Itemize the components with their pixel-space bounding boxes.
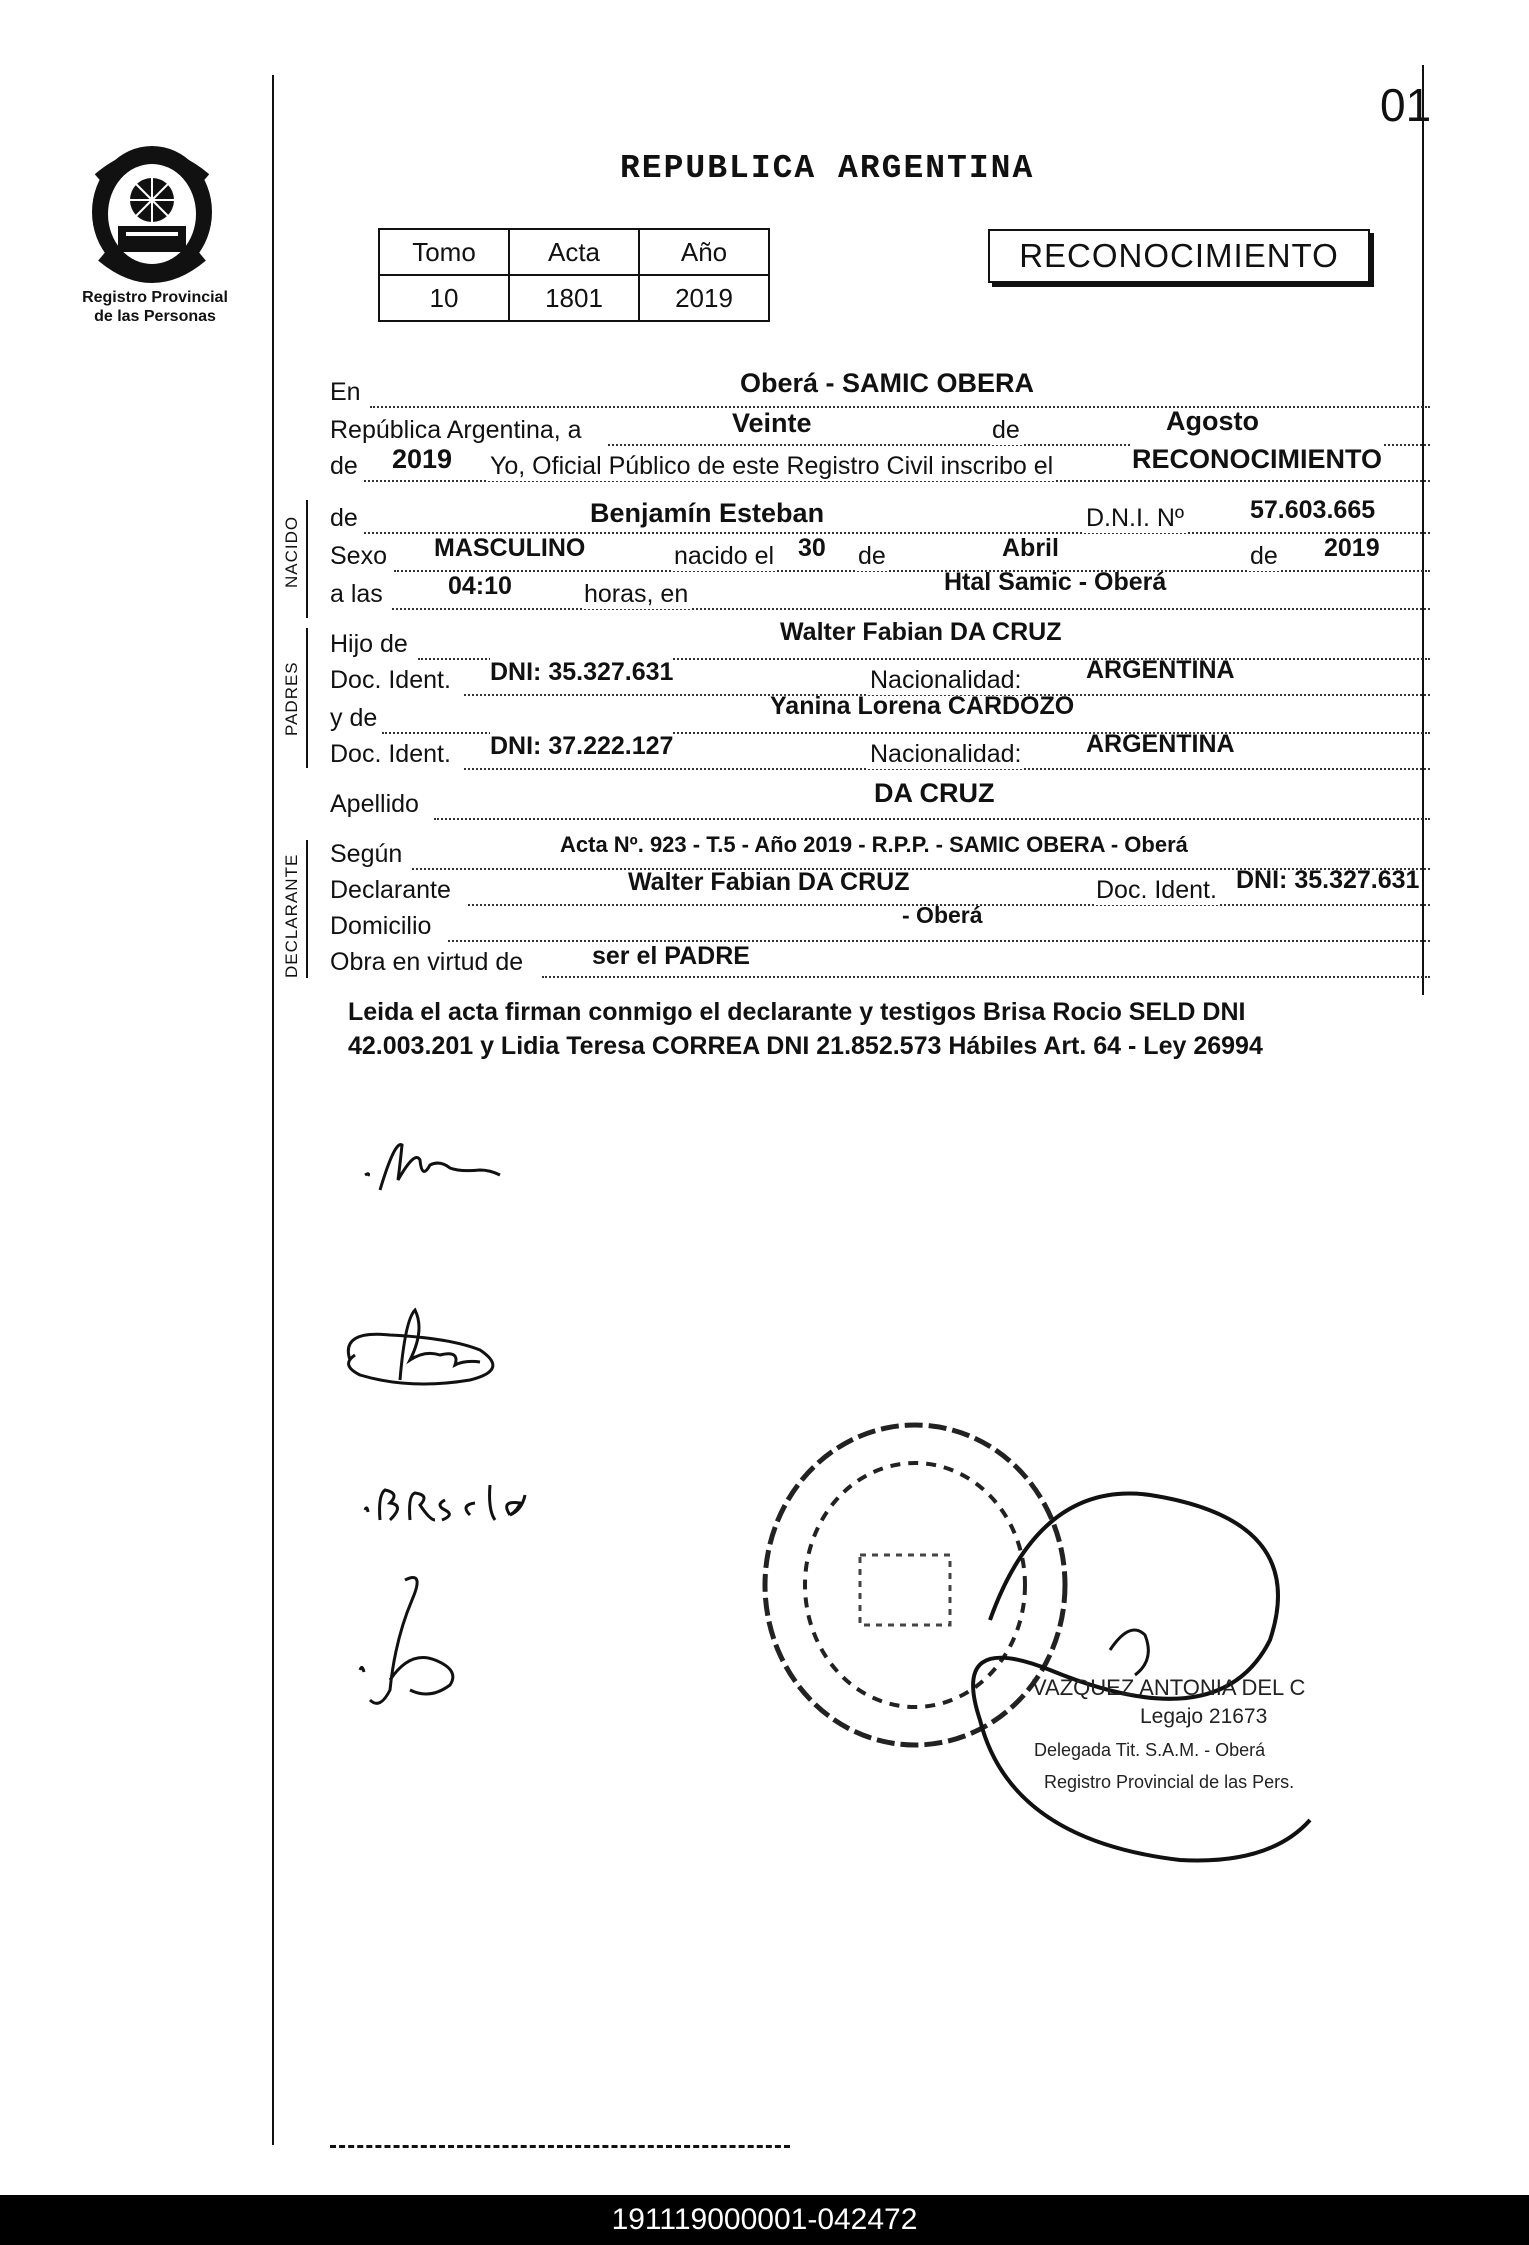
value-father-name: Walter Fabian DA CRUZ	[780, 618, 1062, 646]
signature-declarante-icon	[340, 1120, 530, 1210]
label-republica: República Argentina, a	[330, 416, 582, 444]
label-en: En	[330, 378, 361, 406]
value-declarante: Walter Fabian DA CRUZ	[628, 868, 910, 896]
label-nacido-el: nacido el	[674, 542, 775, 570]
row-year	[330, 444, 1430, 488]
value-birth-place: Htal Samic - Oberá	[944, 568, 1167, 596]
value-mother-doc: DNI: 37.222.127	[490, 732, 674, 760]
table-cell: 1801	[509, 275, 639, 321]
table-header: Año	[639, 229, 769, 275]
label-horas-en: horas, en	[584, 580, 689, 608]
row-hora	[330, 568, 1430, 616]
label-de: de	[992, 416, 1020, 444]
label-apellido: Apellido	[330, 790, 419, 818]
value-mother-name: Yanina Lorena CARDOZO	[770, 692, 1075, 720]
act-type-box: RECONOCIMIENTO	[988, 229, 1370, 283]
table-header: Acta	[509, 229, 639, 275]
row-mother-doc	[330, 730, 1430, 776]
signature-brisa-seld-icon	[350, 1465, 540, 1545]
value-father-nationality: ARGENTINA	[1086, 656, 1235, 684]
value-hour: 04:10	[448, 572, 512, 600]
barcode-footer: 191119000001-042472	[0, 2195, 1529, 2245]
bottom-dash-line	[330, 2145, 790, 2148]
label-inscribo: Yo, Oficial Público de este Registro Civil inscribo el	[490, 452, 1054, 480]
value-mother-nationality: ARGENTINA	[1086, 730, 1235, 758]
label-doc-ident-2: Doc. Ident.	[330, 740, 451, 768]
value-father-doc: DNI: 35.327.631	[490, 658, 674, 686]
value-child-name: Benjamín Esteban	[590, 498, 825, 528]
row-obra	[330, 942, 1430, 984]
signature-oficial-icon	[330, 1290, 530, 1400]
stamp-line-registro: Registro Provincial de las Pers.	[1044, 1772, 1295, 1792]
nacido-bracket	[306, 500, 308, 618]
table-cell: 10	[379, 275, 509, 321]
official-stamp-icon	[750, 1420, 1450, 1900]
value-apellido: DA CRUZ	[874, 778, 995, 808]
label-de-birth-year: de	[1250, 542, 1278, 570]
row-declarante	[330, 866, 1430, 912]
label-doc-ident: Doc. Ident.	[330, 666, 451, 694]
stamp-line-delegada: Delegada Tit. S.A.M. - Oberá	[1034, 1740, 1266, 1760]
side-label-declarante: DECLARANTE	[282, 853, 301, 978]
signature-lidia-correa-icon	[350, 1560, 500, 1720]
value-month: Agosto	[1166, 406, 1259, 436]
value-declarante-doc: DNI: 35.327.631	[1236, 866, 1420, 894]
page-number: 01	[1380, 79, 1432, 131]
label-dni: D.N.I. Nº	[1086, 504, 1185, 532]
value-segun: Acta Nº. 923 - T.5 - Año 2019 - R.P.P. - SAMIC OBERA - Oberá	[560, 832, 1188, 857]
value-obra: ser el PADRE	[592, 942, 750, 970]
value-place: Oberá - SAMIC OBERA	[740, 368, 1035, 398]
provincia-misiones-seal-icon	[78, 138, 226, 286]
table-cell: 2019	[639, 275, 769, 321]
value-birth-year: 2019	[1324, 534, 1380, 562]
tomo-acta-ano-table	[378, 228, 770, 322]
label-domicilio: Domicilio	[330, 912, 432, 940]
row-apellido	[330, 778, 1430, 826]
document-title: REPUBLICA ARGENTINA	[620, 150, 1035, 187]
row-en	[330, 368, 1430, 414]
label-doc-ident-3: Doc. Ident.	[1096, 876, 1217, 904]
label-segun: Según	[330, 840, 403, 868]
label-nacionalidad-2: Nacionalidad:	[870, 740, 1022, 768]
label-declarante: Declarante	[330, 876, 451, 904]
value-birth-day: 30	[798, 534, 826, 562]
label-obra: Obra en virtud de	[330, 948, 524, 976]
value-domicilio: - Oberá	[902, 902, 983, 928]
value-act-type: RECONOCIMIENTO	[1132, 444, 1383, 474]
value-birth-month: Abril	[1002, 534, 1059, 562]
stamp-line-name: VAZQUEZ ANTONIA DEL C	[1032, 1675, 1306, 1700]
side-label-padres: PADRES	[282, 661, 301, 736]
row-domicilio	[330, 902, 1430, 948]
stamp-line-legajo: Legajo 21673	[1140, 1705, 1268, 1728]
label-nacionalidad: Nacionalidad:	[870, 666, 1022, 694]
declarante-bracket	[306, 840, 308, 978]
closing-paragraph: Leida el acta firman conmigo el declarante y testigos Brisa Rocio SELD DNI 42.003.201 y Lidia Teresa CORREA DNI 21.852.573 Hábiles Art. 64 - Ley 26994	[348, 998, 1263, 1060]
label-a-las: a las	[330, 580, 383, 608]
side-label-nacido: NACIDO	[282, 515, 301, 588]
label-sexo: Sexo	[330, 542, 387, 570]
label-de-year: de	[330, 452, 358, 480]
label-hijo-de: Hijo de	[330, 630, 408, 658]
label-de-name: de	[330, 504, 358, 532]
value-year: 2019	[392, 444, 453, 474]
logo-caption: Registro Provincial de las Personas	[82, 289, 228, 325]
left-margin-line	[272, 75, 274, 2145]
value-day: Veinte	[732, 408, 812, 438]
padres-bracket	[306, 628, 308, 768]
label-de-month: de	[858, 542, 886, 570]
value-child-dni: 57.603.665	[1250, 496, 1376, 524]
value-sexo: MASCULINO	[434, 534, 586, 562]
label-y-de: y de	[330, 704, 378, 732]
table-header: Tomo	[379, 229, 509, 275]
